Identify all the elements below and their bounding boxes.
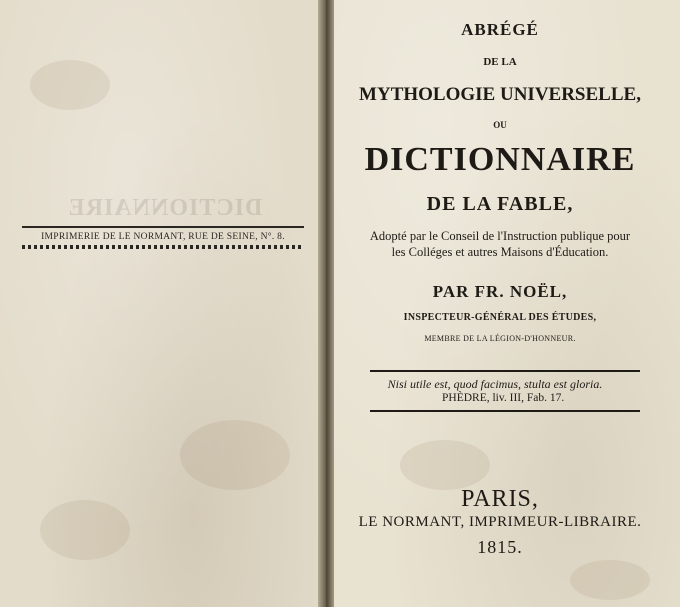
epigraph-top-rule xyxy=(370,370,640,372)
epigraph-bottom-rule xyxy=(370,410,640,412)
imprint-city: PARIS, xyxy=(461,486,539,512)
left-page xyxy=(0,0,322,607)
paper-stain xyxy=(400,440,490,490)
title-de-la-fable: DE LA FABLE, xyxy=(426,193,574,215)
printer-imprint: IMPRIMERIE DE LE NORMANT, RUE DE SEINE, N°. 8. xyxy=(22,226,304,249)
imprint-year: 1815. xyxy=(477,537,523,557)
paper-stain xyxy=(30,60,110,110)
title-mythologie: MYTHOLOGIE UNIVERSELLE, xyxy=(359,84,641,105)
title-dictionnaire: DICTIONNAIRE xyxy=(364,141,636,178)
epigraph-source: PHÈDRE, liv. III, Fab. 17. xyxy=(442,392,565,404)
author-name: PAR FR. NOËL, xyxy=(432,282,568,301)
author-membership: MEMBRE DE LA LÉGION-D'HONNEUR. xyxy=(424,334,576,343)
paper-stain xyxy=(180,420,290,490)
adoption-line-1: Adopté par le Conseil de l'Instruction publique pour xyxy=(369,229,631,243)
show-through-title: DICTIONNAIRE xyxy=(67,195,263,221)
author-title: INSPECTEUR-GÉNÉRAL DES ÉTUDES, xyxy=(403,312,597,323)
paper-stain xyxy=(570,560,650,600)
title-de-la: DE LA xyxy=(483,56,517,68)
title-abrege: ABRÉGÉ xyxy=(461,20,539,39)
adoption-statement xyxy=(330,228,670,260)
imprint-publisher: LE NORMANT, IMPRIMEUR-LIBRAIRE. xyxy=(358,514,642,530)
title-ou: OU xyxy=(493,120,507,130)
adoption-line-2: les Colléges et autres Maisons d'Éducation. xyxy=(391,245,609,259)
paper-stain xyxy=(40,500,130,560)
epigraph-text: Nisi utile est, quod facimus, stulta est gloria. xyxy=(387,377,603,391)
